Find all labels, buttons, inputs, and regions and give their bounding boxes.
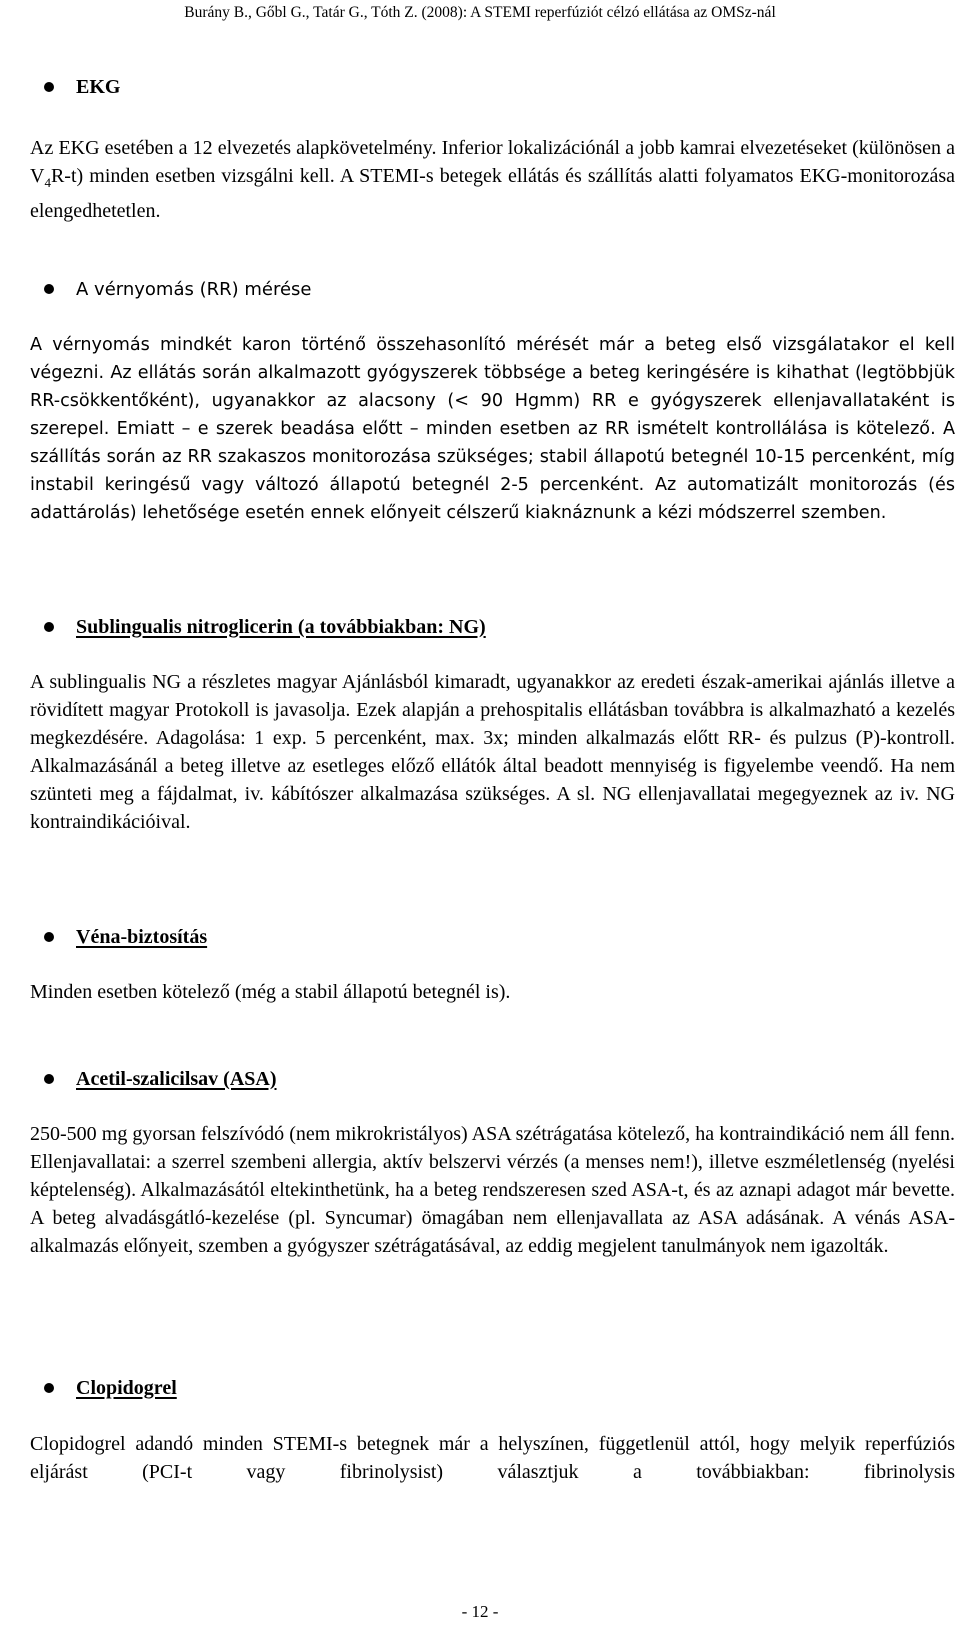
bullet-icon [44,622,54,632]
bullet-icon [44,1383,54,1393]
bullet-icon [44,1074,54,1084]
bullet-icon [44,284,54,294]
running-header: Burány B., Gőbl G., Tatár G., Tóth Z. (2008): A STEMI reperfúziót célzó ellátása az OMSz-nál [184,4,776,21]
bullet-icon [44,932,54,942]
section-rr-paragraph: A vérnyomás mindkét karon történő összehasonlító mérését már a beteg első vizsgálatakor el kell végezni. Az ellátás során alkalmazott gyógyszerek többsége a beteg keringésére is kihathat (legtöbbjük RR-csökkentőként), ugyanakkor az alacsony (< 90 Hgmm) RR e gyógyszerek ellenjavallataként is szerepel. Emiatt – e szerek beadása előtt – minden esetben az RR ismételt kontrollálása is kötelező. A szállítás során az RR szakaszos monitorozása szükséges; stabil állapotú betegnél 10-15 percenként, míg instabil keringésű vagy változó állapotú betegnél 2-5 percenként. Az automatizált monitorozás (és adattárolás) lehetősége esetén ennek előnyeit célszerű kiaknáznunk a kézi módszerrel szemben. [30,335,955,523]
section-heading: Véna-biztosítás [76,925,208,948]
section-heading: Sublingualis nitroglicerin (a továbbiakban: NG) [76,615,486,638]
section-heading: A vérnyomás (RR) mérése [76,278,312,300]
section-ekg-heading [30,72,120,102]
section-rr-heading [30,274,312,304]
section-vena-paragraph: Minden esetben kötelező (még a stabil állapotú betegnél is). [30,981,511,1003]
section-clopidogrel-heading [30,1373,177,1403]
section-vena-heading [30,922,207,952]
section-heading: Acetil-szalicilsav (ASA) [76,1067,277,1090]
bullet-icon [44,82,54,92]
section-ng-paragraph: A sublingualis NG a részletes magyar Ajánlásból kimaradt, ugyanakkor az eredeti észak-amerikai ajánlás illetve a rövidített magyar Protokoll is javasolja. Ezek alapján a prehospitalis ellátásban továbbra is alkalmazható a kezelés megkezdésére. Adagolása: 1 exp. 5 percenként, max. 3x; minden alkalmazás előtt RR- és pulzus (P)-kontroll. Alkalmazásánál a beteg illetve az esetleges előző ellátók által beadott mennyiség is figyelembe veendő. Ha nem szünteti meg a fájdalmat, iv. kábítószer alkalmazása szükséges. A sl. NG ellenjavallatai megegyeznek az iv. NG kontraindikációival. [30,671,955,833]
section-asa-heading [30,1064,277,1094]
section-heading: Clopidogrel [76,1376,177,1399]
page-number: - 12 - [461,1602,499,1621]
section-heading: EKG [76,75,121,98]
section-clopidogrel-paragraph: Clopidogrel adandó minden STEMI-s betegnek már a helyszínen, függetlenül attól, hogy melyik reperfúziós eljárást (PCI-t vagy fibrinolysist) választjuk a továbbiakban: fibrinolysis [30,1433,955,1483]
section-asa-paragraph: 250-500 mg gyorsan felszívódó (nem mikrokristályos) ASA szétrágatása kötelező, ha kontraindikáció nem áll fenn. Ellenjavallatai: a szerrel szembeni allergia, aktív belszervi vérzés (a menses nem!), illetve eszméletlenség (nyelési képtelenség). Alkalmazásától eltekinthetünk, ha a beteg rendszeresen szed ASA-t, és az aznapi adagot már bevette. A beteg alvadásgátló-kezelése (pl. Syncumar) ömagában nem ellenjavallata az ASA adásának. A vénás ASA-alkalmazás előnyeit, szemben a gyógyszer szétrágatásával, az eddig megjelent tanulmányok nem igazolták. [30,1123,955,1257]
section-ekg-paragraph: Az EKG esetében a 12 elvezetés alapkövetelmény. Inferior lokalizációnál a jobb kamrai elvezetéseket (különösen a $V_4R-t$) minden esetben vizsgálni kell. A STEMI-s betegek ellátás és szállítás alatti folyamatos EKG-monitorozása elengedhetetlen. [30,137,955,222]
section-ng-heading [30,612,486,642]
